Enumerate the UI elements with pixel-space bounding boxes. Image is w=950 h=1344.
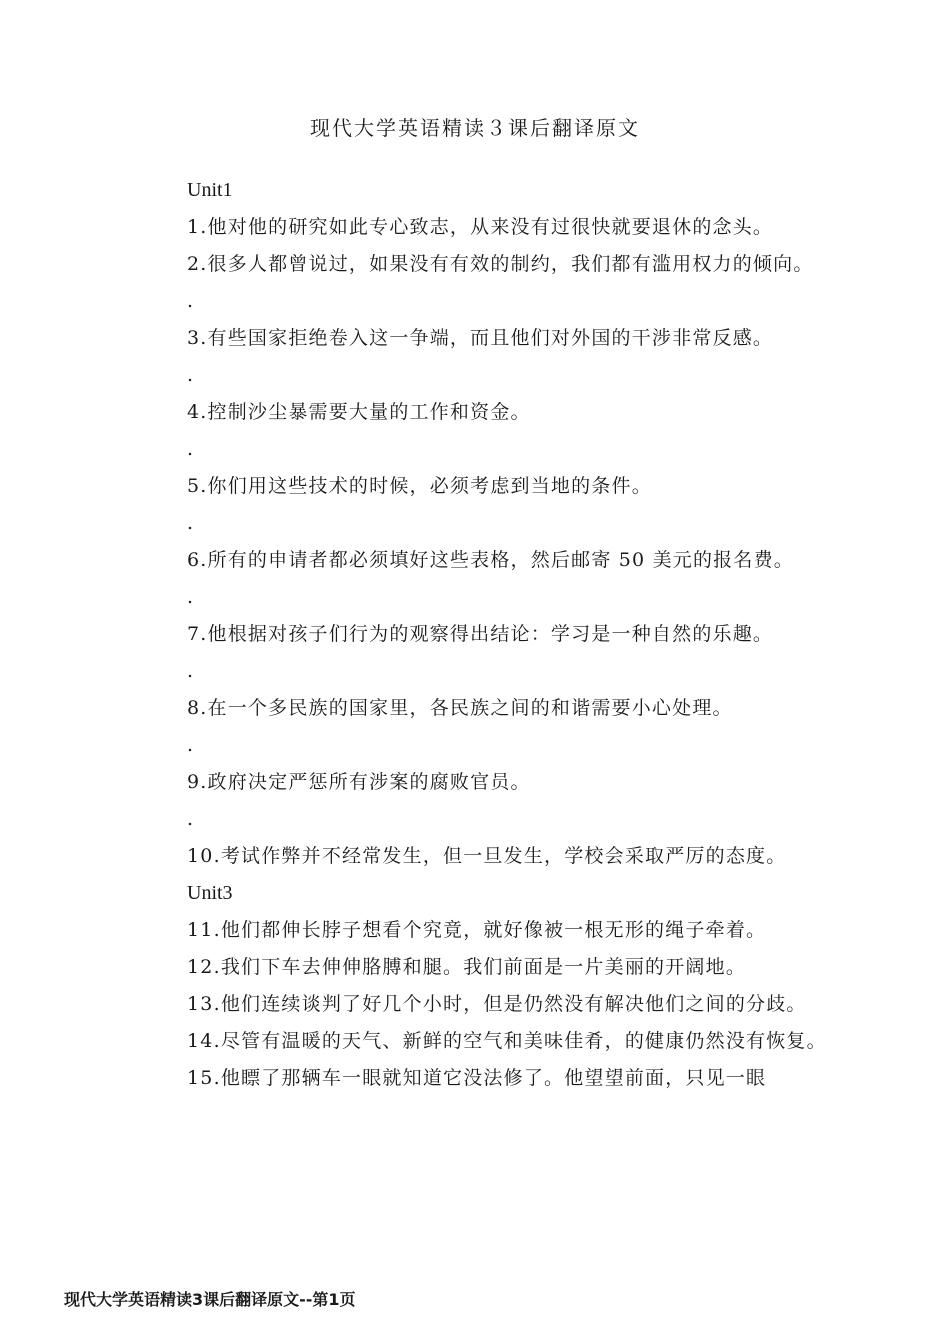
unit-heading: Unit3 — [187, 882, 233, 904]
separator-dot: . — [187, 438, 194, 460]
translation-item: 13.他们连续谈判了好几个小时，但是仍然没有解决他们之间的分歧。 — [187, 993, 807, 1015]
page-footer: 现代大学英语精读3课后翻译原文--第1页 — [64, 1290, 356, 1309]
translation-item: 7.他根据对孩子们行为的观察得出结论：学习是一种自然的乐趣。 — [187, 623, 774, 645]
translation-item: 2.很多人都曾说过，如果没有有效的制约，我们都有滥用权力的倾向。 — [187, 253, 814, 275]
translation-item: 8.在一个多民族的国家里，各民族之间的和谐需要小心处理。 — [187, 697, 733, 719]
separator-dot: . — [187, 586, 194, 608]
translation-item: 5.你们用这些技术的时候，必须考虑到当地的条件。 — [187, 475, 652, 497]
separator-dot: . — [187, 364, 194, 386]
document-body — [145, 172, 835, 1097]
separator-dot: . — [187, 808, 194, 830]
translation-item: 1.他对他的研究如此专心致志，从来没有过很快就要退休的念头。 — [187, 216, 774, 238]
separator-dot: . — [187, 512, 194, 534]
separator-dot: . — [187, 290, 194, 312]
separator-dot: . — [187, 734, 194, 756]
separator-dot: . — [187, 660, 194, 682]
unit-heading: Unit1 — [187, 179, 233, 201]
translation-item: 15.他瞟了那辆车一眼就知道它没法修了。他望望前面，只见一眼 — [187, 1067, 767, 1089]
translation-item: 11.他们都伸长脖子想看个究竟，就好像被一根无形的绳子牵着。 — [187, 919, 767, 941]
document-title: 现代大学英语精读３课后翻译原文 — [310, 116, 640, 140]
translation-item: 14.尽管有温暖的天气、新鲜的空气和美味佳肴，的健康仍然没有恢复。 — [187, 1030, 827, 1052]
translation-item: 9.政府决定严惩所有涉案的腐败官员。 — [187, 771, 531, 793]
translation-item: 3.有些国家拒绝卷入这一争端，而且他们对外国的干涉非常反感。 — [187, 327, 774, 349]
translation-item: 12.我们下车去伸伸胳膊和腿。我们前面是一片美丽的开阔地。 — [187, 956, 747, 978]
translation-item: 6.所有的申请者都必须填好这些表格，然后邮寄 50 美元的报名费。 — [187, 549, 794, 571]
translation-item: 10.考试作弊并不经常发生，但一旦发生，学校会采取严厉的态度。 — [187, 845, 787, 867]
translation-item: 4.控制沙尘暴需要大量的工作和资金。 — [187, 401, 531, 423]
